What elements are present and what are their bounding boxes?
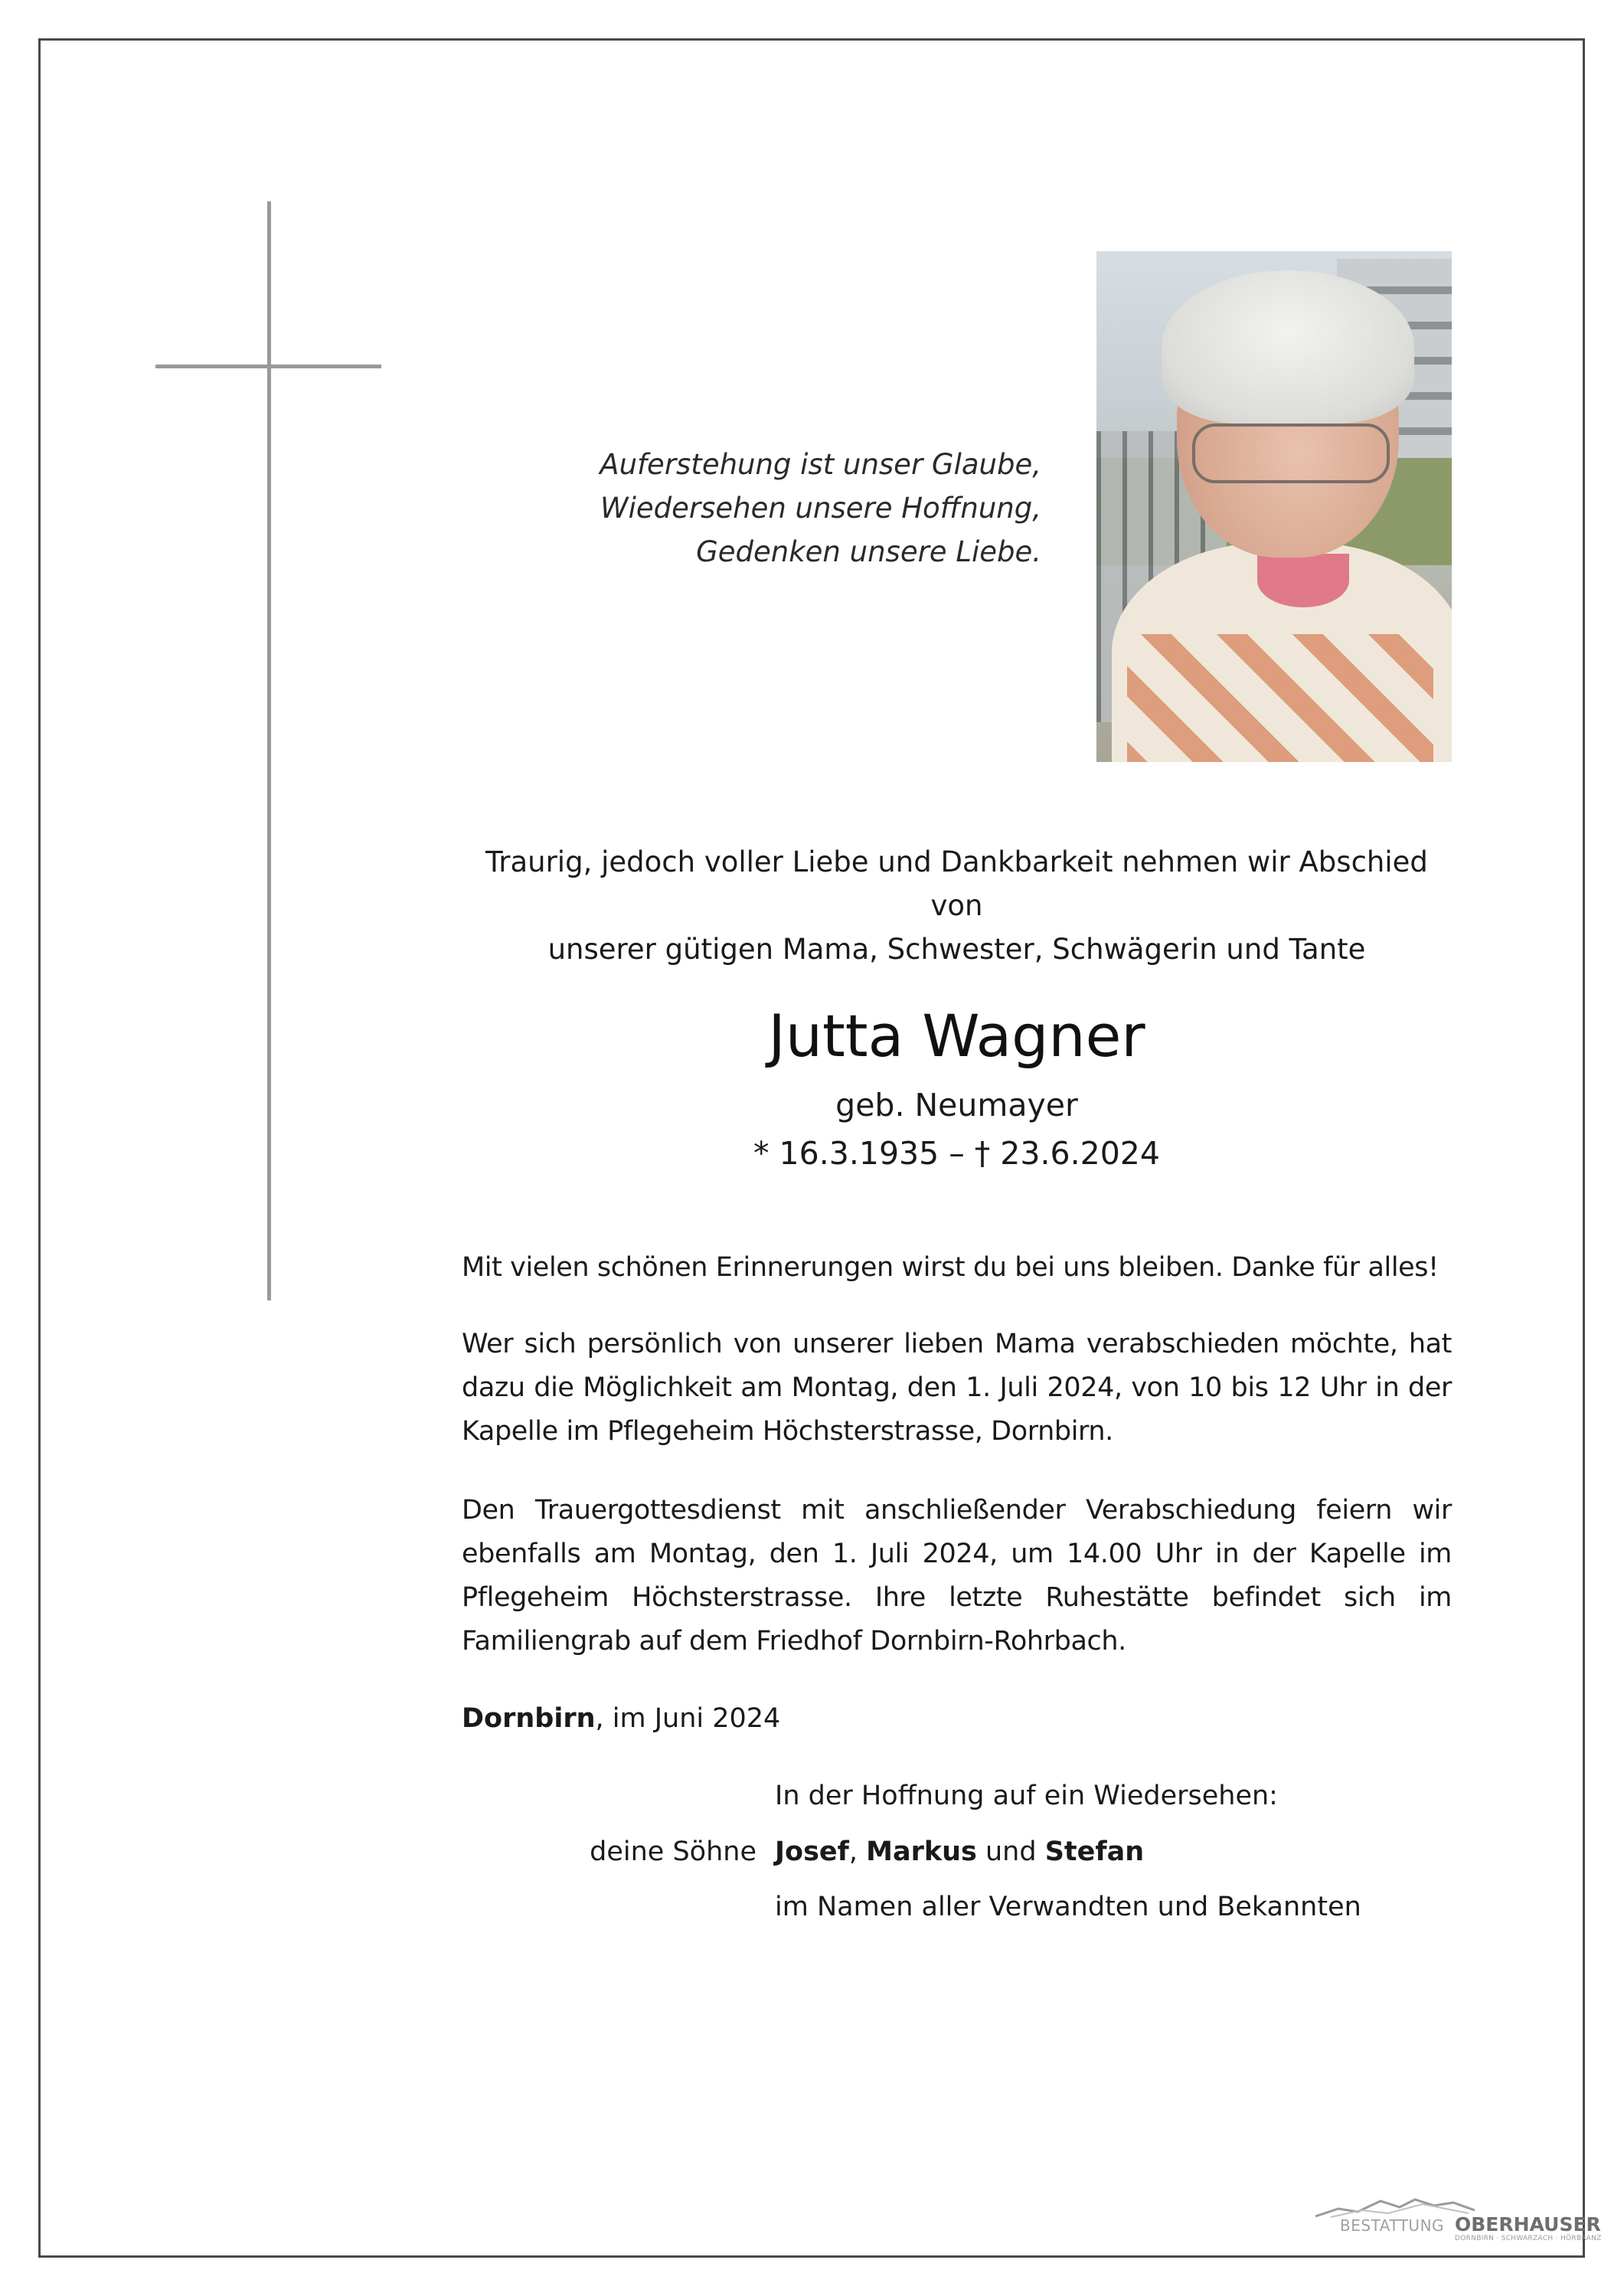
intro-text bbox=[462, 840, 1452, 971]
photo-collar bbox=[1257, 554, 1349, 607]
son-name-3: Stefan bbox=[1044, 1836, 1145, 1867]
photo-hair bbox=[1162, 270, 1414, 424]
logo-name: OBERHAUSER bbox=[1455, 2213, 1601, 2235]
son-name-2: Markus bbox=[866, 1836, 977, 1867]
logo-locations: DORNBIRN · SCHWARZACH · HÖRBRANZ bbox=[1455, 2235, 1602, 2242]
farewell-paragraph: Wer sich persönlich von unserer lieben Mama verabschieden möchte, hat dazu die Möglichkeit am Montag, den 1. Juli 2024, von 10 bis 12 Uhr in der Kapelle im Pflegeheim Höchsterstrasse, Dornbirn. bbox=[462, 1329, 1452, 1447]
relatives-line: im Namen aller Verwandten und Bekannten bbox=[775, 1892, 1361, 1922]
intro-line-2: unserer gütigen Mama, Schwester, Schwägerin und Tante bbox=[547, 933, 1366, 966]
life-dates: * 16.3.1935 – † 23.6.2024 bbox=[753, 1135, 1160, 1172]
service-paragraph: Den Trauergottesdienst mit anschließender Verabschiedung feiern wir ebenfalls am Montag, den 1. Juli 2024, um 14.00 Uhr in der Kapelle im Pflegeheim Höchsterstrasse. Ihre letzte Ruhestätte befindet sich im Familiengrab auf dem Friedhof Dornbirn-Rohrbach. bbox=[462, 1495, 1452, 1657]
motto-line-1: Auferstehung ist unser Glaube, bbox=[600, 448, 1041, 481]
portrait-photo bbox=[1096, 251, 1452, 762]
hope-line: In der Hoffnung auf ein Wiedersehen: bbox=[775, 1781, 1278, 1811]
sons-names bbox=[775, 1830, 1144, 1874]
motto-line-3: Gedenken unsere Liebe. bbox=[696, 535, 1041, 568]
separator-comma: , bbox=[848, 1836, 867, 1867]
logo-prefix: BESTATTUNG bbox=[1340, 2216, 1445, 2235]
place-name: Dornbirn bbox=[462, 1703, 596, 1734]
cross-horizontal-bar bbox=[155, 365, 381, 368]
photo-glasses bbox=[1192, 424, 1390, 483]
maiden-name: geb. Neumayer bbox=[835, 1087, 1078, 1123]
thanks-paragraph: Mit vielen schönen Erinnerungen wirst du bei uns bleiben. Danke für alles! bbox=[462, 1252, 1439, 1283]
motto-line-2: Wiedersehen unsere Hoffnung, bbox=[600, 492, 1041, 525]
sons-label: deine Söhne bbox=[590, 1836, 756, 1867]
deceased-name: Jutta Wagner bbox=[768, 1002, 1145, 1070]
separator-and: und bbox=[976, 1836, 1045, 1867]
mountain-icon bbox=[1315, 2196, 1476, 2218]
place-date bbox=[462, 1697, 780, 1741]
intro-line-1: Traurig, jedoch voller Liebe und Dankbarkeit nehmen wir Abschied von bbox=[485, 845, 1428, 922]
son-name-1: Josef bbox=[775, 1836, 849, 1867]
motto-quote bbox=[600, 443, 1041, 574]
date-text: , im Juni 2024 bbox=[595, 1703, 781, 1734]
photo-cardigan-pattern bbox=[1127, 634, 1433, 762]
funeral-home-logo bbox=[1315, 2196, 1602, 2242]
